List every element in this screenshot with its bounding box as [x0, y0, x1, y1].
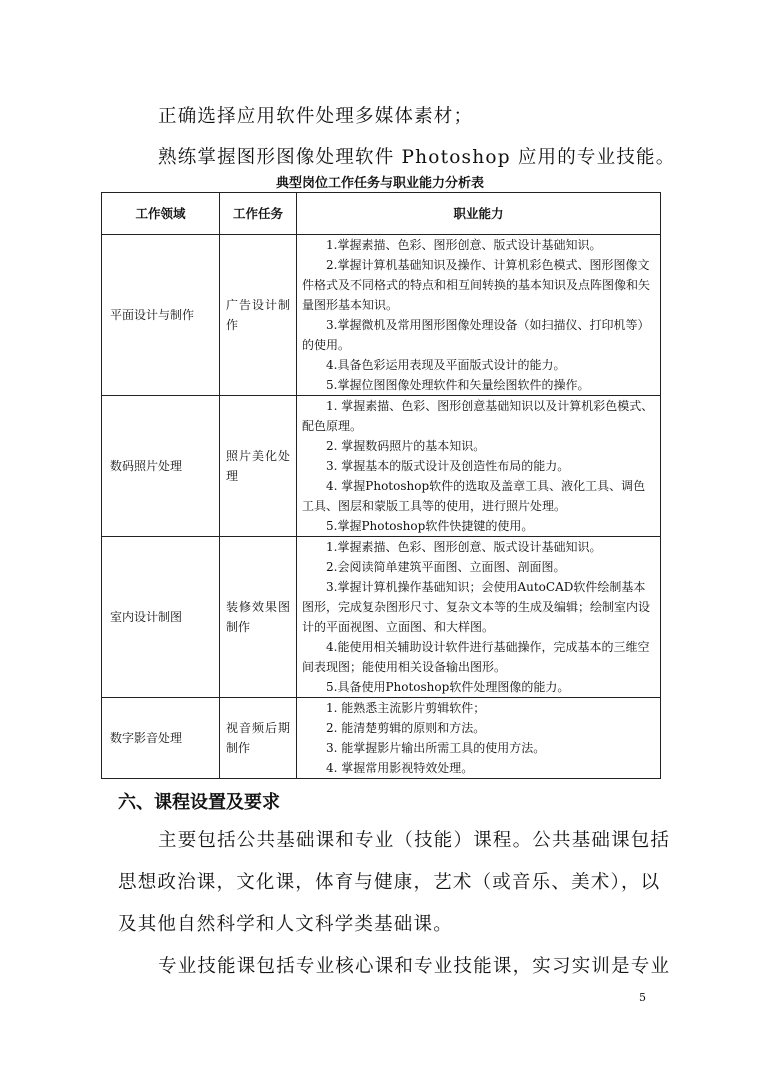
ability-item: 5.掌握位图图像处理软件和矢量绘图软件的操作。: [326, 378, 590, 392]
page-number: 5: [639, 991, 646, 1004]
ability-item: 2.会阅读简单建筑平面图、立面图、剖面图。: [326, 560, 566, 574]
ability-item: 5.掌握Photoshop软件快捷键的使用。: [326, 519, 534, 533]
ability-item: 1. 掌握素描、色彩、图形创意基础知识以及计算机彩色模式、配色原理。: [302, 399, 654, 433]
ability-item: 1.掌握素描、色彩、图形创意、版式设计基础知识。: [326, 540, 602, 554]
body-line: 及其他自然科学和人文科学类基础课。: [118, 914, 453, 935]
domain-cell: 数码照片处理: [102, 396, 220, 537]
body-line: 专业技能课包括专业核心课和专业技能课，实习实训是专业: [158, 956, 671, 977]
ability-item: 4.能使用相关辅助设计软件进行基础操作，完成基本的三维空间表现图；能使用相关设备输出图形。: [302, 640, 650, 674]
task-cell: 视音频后期制作: [220, 698, 297, 779]
domain-cell: 平面设计与制作: [102, 235, 220, 396]
body-line: 思想政治课，文化课，体育与健康，艺术（或音乐、美术），以: [118, 872, 661, 893]
ability-item: 3.掌握计算机操作基础知识；会使用AutoCAD软件绘制基本图形，完成复杂图形尺寸、复杂文本等的生成及编辑；绘制室内设计的平面视图、立面图、和大样图。: [302, 580, 651, 634]
table-row: [102, 698, 661, 779]
section-heading: 六、课程设置及要求: [118, 792, 280, 813]
ability-cell: [297, 396, 661, 537]
ability-item: 4.具备色彩运用表现及平面版式设计的能力。: [326, 358, 566, 372]
ability-cell: [297, 698, 661, 779]
body-line: 主要包括公共基础课和专业（技能）课程。公共基础课包括: [158, 830, 671, 851]
ability-cell: [297, 235, 661, 396]
ability-item: 3. 掌握基本的版式设计及创造性布局的能力。: [326, 459, 570, 473]
domain-cell: 室内设计制图: [102, 537, 220, 698]
task-cell: 装修效果图制作: [220, 537, 297, 698]
intro-line-2: 熟练掌握图形图像处理软件 Photoshop 应用的专业技能。: [158, 147, 676, 168]
header-task: 工作任务: [220, 193, 297, 235]
header-ability: 职业能力: [297, 193, 661, 235]
ability-item: 5.具备使用Photoshop软件处理图像的能力。: [326, 680, 570, 694]
ability-cell: [297, 537, 661, 698]
ability-item: 4. 掌握常用影视特效处理。: [326, 761, 474, 775]
ability-item: 2. 能清楚剪辑的原则和方法。: [326, 721, 486, 735]
header-domain: 工作领域: [102, 193, 220, 235]
table-header-row: [102, 193, 661, 235]
task-cell: 照片美化处理: [220, 396, 297, 537]
ability-item: 4. 掌握Photoshop软件的选取及盖章工具、液化工具、调色工具、图层和蒙版工具等的使用，进行照片处理。: [302, 479, 646, 513]
ability-item: 1. 能熟悉主流影片剪辑软件；: [326, 701, 486, 715]
ability-analysis-table: [101, 192, 661, 779]
ability-item: 3. 能掌握影片输出所需工具的使用方法。: [326, 741, 546, 755]
ability-item: 3.掌握微机及常用图形图像处理设备（如扫描仪、打印机等）的使用。: [302, 318, 650, 352]
table-row: [102, 235, 661, 396]
ability-item: 1.掌握素描、色彩、图形创意、版式设计基础知识。: [326, 238, 602, 252]
intro-line-1: 正确选择应用软件处理多媒体素材；: [158, 106, 474, 127]
domain-cell: 数字影音处理: [102, 698, 220, 779]
ability-item: 2. 掌握数码照片的基本知识。: [326, 439, 486, 453]
table-title: 典型岗位工作任务与职业能力分析表: [275, 176, 484, 191]
table-row: [102, 396, 661, 537]
ability-item: 2.掌握计算机基础知识及操作、计算机彩色模式、图形图像文件格式及不同格式的特点和相互间转换的基本知识及点阵图像和矢量图形基本知识。: [302, 258, 651, 312]
table-row: [102, 537, 661, 698]
task-cell: 广告设计制作: [220, 235, 297, 396]
